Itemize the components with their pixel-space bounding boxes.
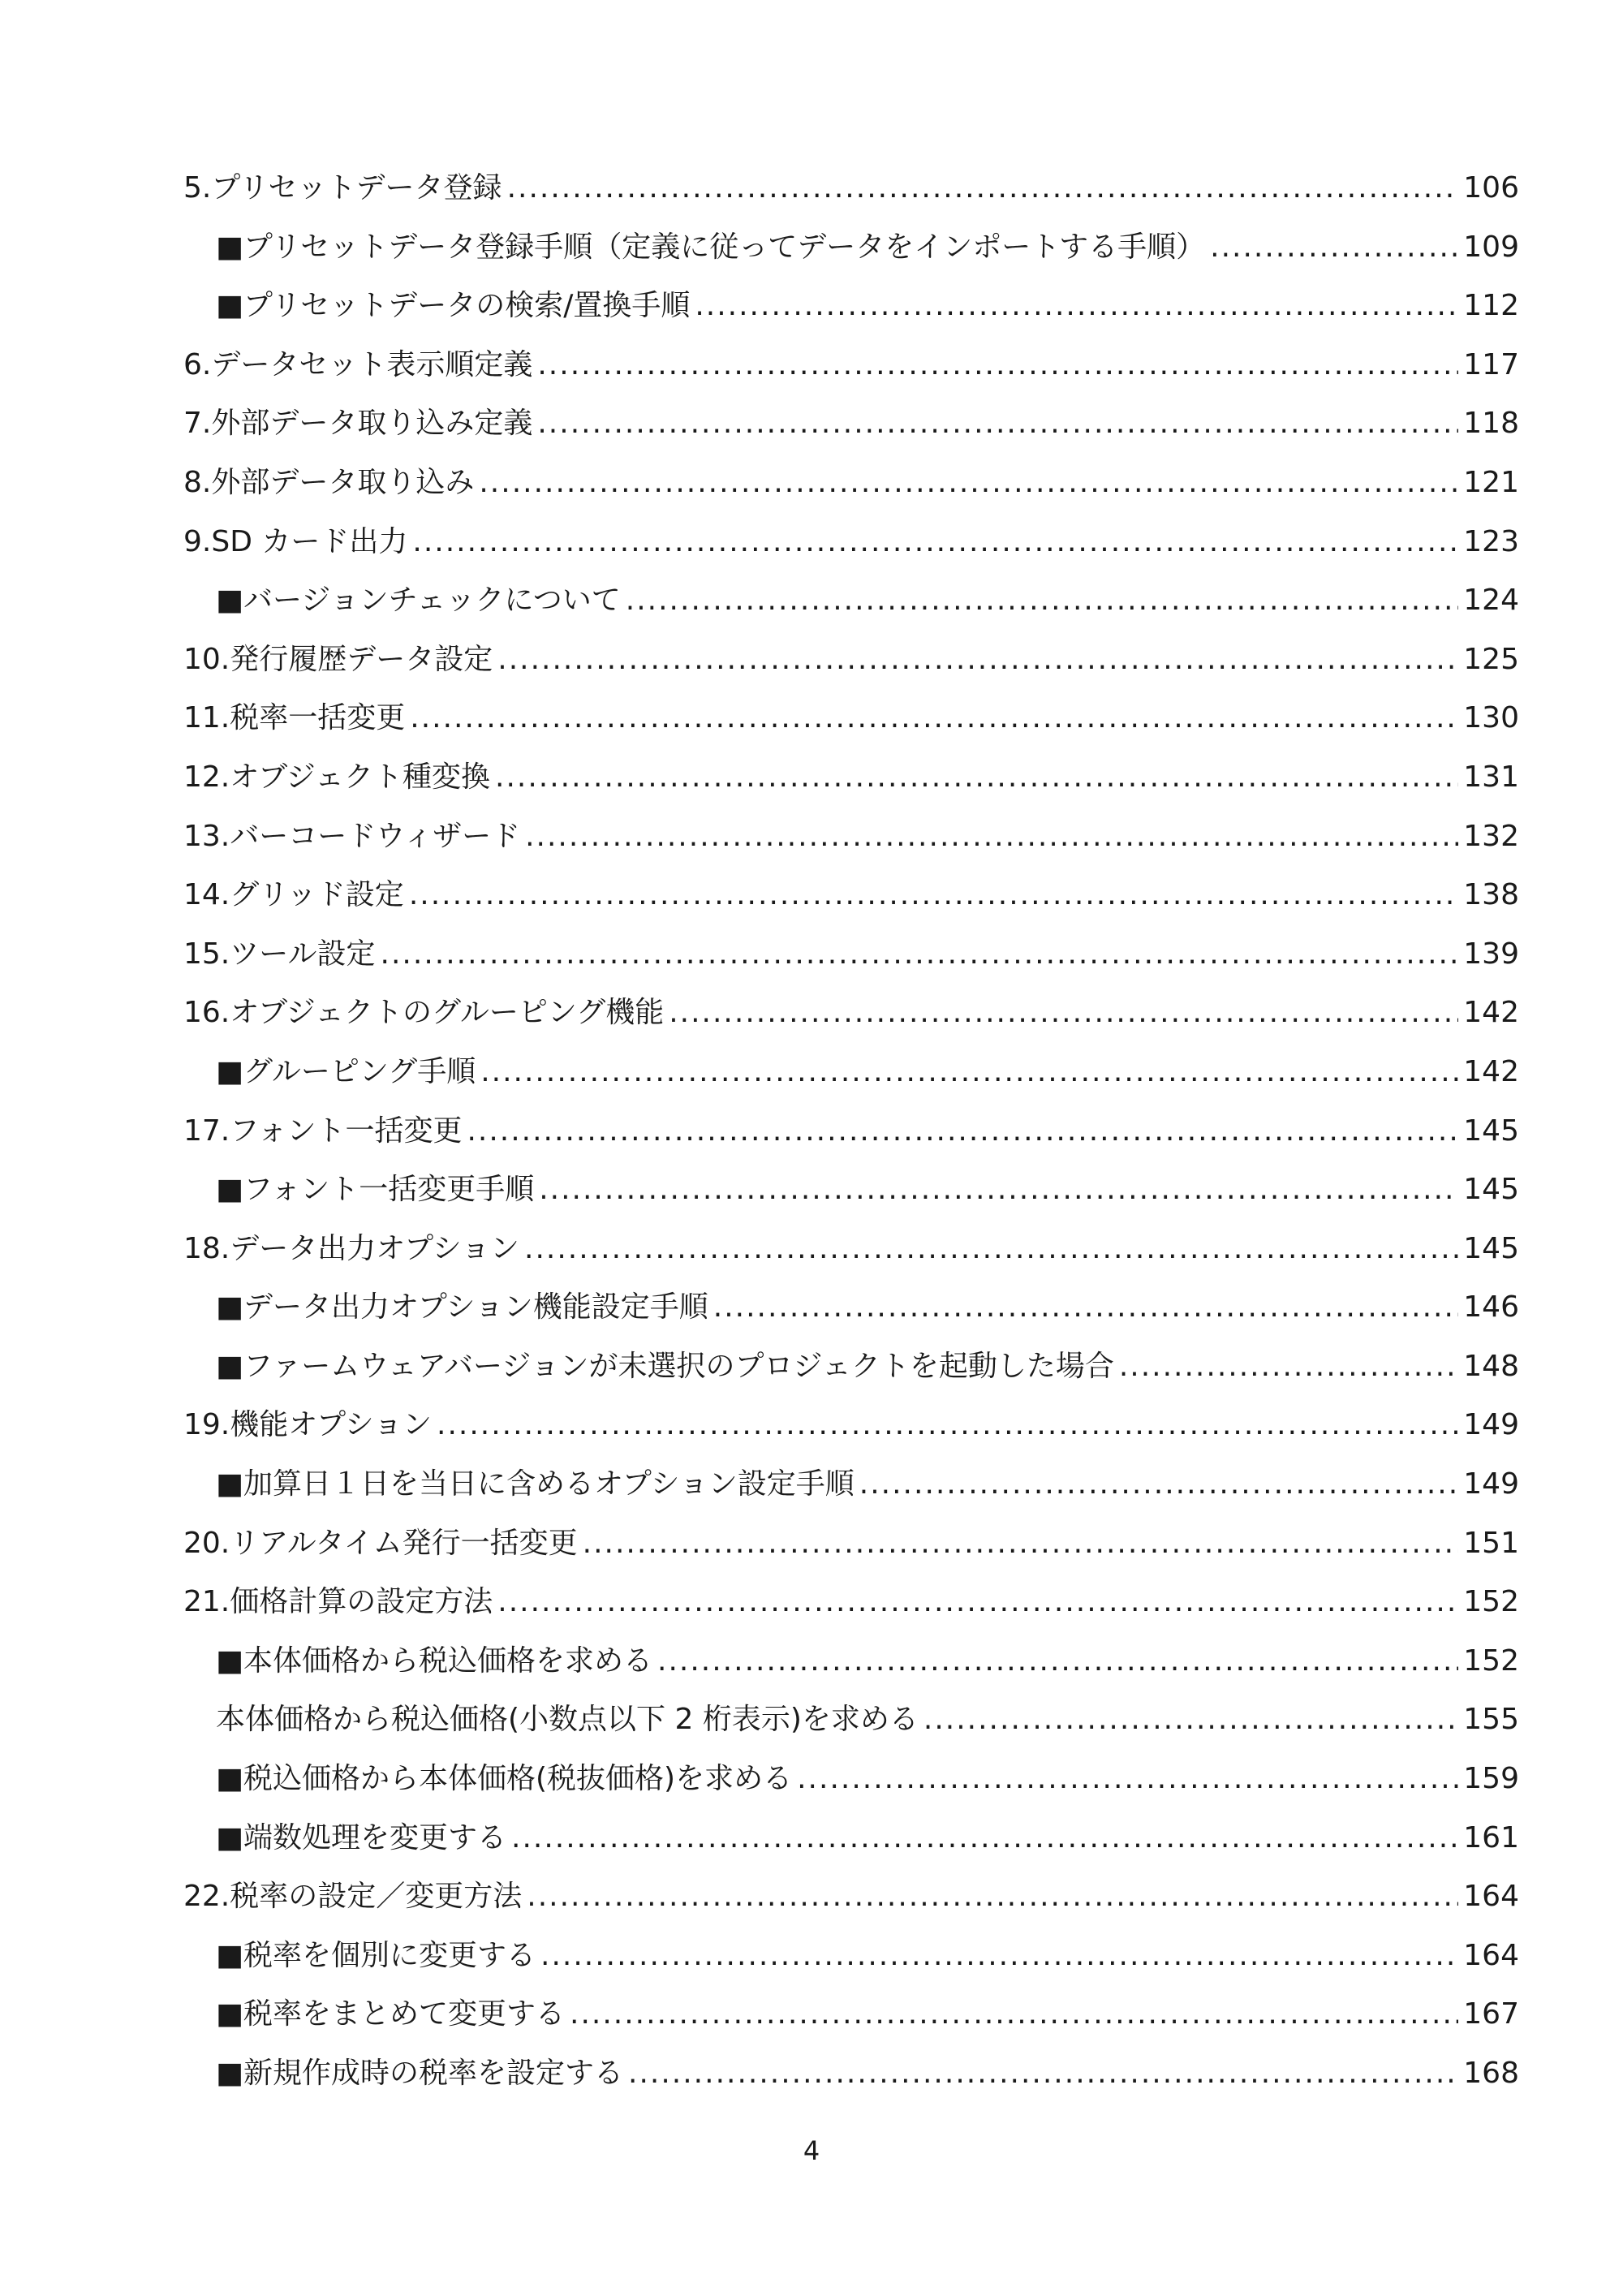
toc-entry-page: 130 (1463, 701, 1519, 735)
toc-entry[interactable] (183, 1043, 1519, 1102)
toc-dot-leader (410, 689, 1458, 748)
toc-entry-page: 124 (1463, 584, 1519, 618)
toc-entry-page: 146 (1463, 1290, 1519, 1325)
toc-entry-page: 112 (1463, 289, 1519, 323)
toc-entry[interactable] (183, 631, 1519, 690)
toc-entry-page: 164 (1463, 1880, 1519, 1914)
toc-dot-leader (537, 336, 1458, 395)
toc-entry-page: 145 (1463, 1114, 1519, 1148)
toc-entry[interactable] (183, 925, 1519, 984)
toc-entry-title: 20.リアルタイム発行一括変更 (183, 1526, 578, 1560)
toc-dot-leader (669, 984, 1458, 1043)
toc-entry-title: 14.グリッド設定 (183, 878, 404, 912)
toc-entry[interactable] (183, 2044, 1519, 2104)
toc-entry-title: ■端数処理を変更する (216, 1820, 507, 1854)
toc-entry[interactable] (183, 159, 1519, 218)
toc-dot-leader (497, 631, 1458, 690)
toc-entry-page: 151 (1463, 1526, 1519, 1560)
toc-entry[interactable] (183, 1750, 1519, 1809)
toc-dot-leader (412, 513, 1458, 572)
toc-entry-page: 121 (1463, 465, 1519, 499)
toc-entry-title: ■本体価格から税込価格を求める (216, 1643, 653, 1678)
toc-entry-title: 12.オブジェクト種変換 (183, 760, 491, 794)
toc-entry-title: 16.オブジェクトのグルーピング機能 (183, 996, 665, 1030)
toc-dot-leader (923, 1691, 1458, 1750)
toc-entry[interactable] (183, 1809, 1519, 1868)
toc-entry[interactable] (183, 1927, 1519, 1986)
toc-entry-page: 148 (1463, 1349, 1519, 1383)
toc-dot-leader (437, 1396, 1458, 1455)
toc-entry-page: 149 (1463, 1408, 1519, 1442)
toc-entry[interactable] (183, 1985, 1519, 2044)
page-number: 4 (803, 2135, 820, 2166)
toc-entry[interactable] (183, 1102, 1519, 1161)
toc-entry[interactable] (183, 1396, 1519, 1455)
toc-entry-title: ■データ出力オプション機能設定手順 (216, 1290, 708, 1325)
toc-entry-page: 132 (1463, 819, 1519, 853)
toc-entry-page: 138 (1463, 878, 1519, 912)
toc-dot-leader (524, 1220, 1458, 1279)
toc-dot-leader (859, 1455, 1459, 1514)
toc-entry-title: 6.データセット表示順定義 (183, 347, 533, 381)
toc-dot-leader (628, 2044, 1458, 2104)
toc-entry[interactable] (183, 984, 1519, 1043)
table-of-contents (183, 159, 1519, 2104)
toc-entry-title: ■税込価格から本体価格(税抜価格)を求める (216, 1762, 793, 1796)
toc-dot-leader (626, 571, 1459, 631)
toc-dot-leader (507, 159, 1459, 218)
toc-dot-leader (381, 925, 1459, 984)
toc-dot-leader (797, 1750, 1458, 1809)
toc-dot-leader (583, 1514, 1459, 1574)
toc-entry[interactable] (183, 1632, 1519, 1691)
toc-entry[interactable] (183, 1867, 1519, 1927)
toc-entry-page: 145 (1463, 1173, 1519, 1207)
toc-entry-page: 167 (1463, 1997, 1519, 2031)
toc-dot-leader (540, 1927, 1458, 1986)
toc-entry-page: 117 (1463, 347, 1519, 381)
toc-entry[interactable] (183, 866, 1519, 925)
toc-entry-page: 161 (1463, 1820, 1519, 1854)
toc-dot-leader (1210, 218, 1458, 278)
toc-entry[interactable] (183, 689, 1519, 748)
toc-entry-title: 7.外部データ取り込み定義 (183, 407, 533, 441)
toc-entry-title: 19.機能オプション (183, 1408, 433, 1442)
toc-entry-title: ■ファームウェアバージョンが未選択のプロジェクトを起動した場合 (216, 1349, 1114, 1383)
toc-entry-title: 10.発行履歴データ設定 (183, 642, 493, 676)
toc-entry-title: ■プリセットデータの検索/置換手順 (216, 289, 691, 323)
toc-entry-page: 152 (1463, 1643, 1519, 1678)
toc-dot-leader (570, 1985, 1458, 2044)
toc-entry[interactable] (183, 1455, 1519, 1514)
toc-entry-title: 15.ツール設定 (183, 937, 376, 971)
toc-entry[interactable] (183, 1514, 1519, 1574)
toc-entry-title: ■新規作成時の税率を設定する (216, 2057, 624, 2090)
toc-entry-title: 18.データ出力オプション (183, 1231, 520, 1265)
toc-dot-leader (537, 394, 1458, 454)
toc-entry[interactable] (183, 513, 1519, 572)
toc-entry[interactable] (183, 394, 1519, 454)
toc-dot-leader (511, 1809, 1458, 1868)
toc-entry[interactable] (183, 1691, 1519, 1750)
toc-entry-title: 11.税率一括変更 (183, 701, 406, 735)
toc-entry-title: ■プリセットデータ登録手順（定義に従ってデータをインポートする手順） (216, 230, 1206, 264)
toc-dot-leader (495, 748, 1458, 808)
toc-entry-title: ■税率をまとめて変更する (216, 1997, 566, 2031)
toc-entry-title: ■グルーピング手順 (216, 1054, 476, 1088)
toc-dot-leader (480, 1043, 1458, 1102)
toc-dot-leader (657, 1632, 1458, 1691)
toc-entry-page: 131 (1463, 760, 1519, 794)
toc-entry-page: 155 (1463, 1703, 1519, 1737)
toc-entry-page: 164 (1463, 1938, 1519, 1972)
toc-entry[interactable] (183, 218, 1519, 278)
toc-entry[interactable] (183, 808, 1519, 867)
toc-entry[interactable] (183, 336, 1519, 395)
toc-entry-title: 17.フォント一括変更 (183, 1114, 463, 1148)
toc-entry-page: 142 (1463, 996, 1519, 1030)
toc-entry-page: 139 (1463, 937, 1519, 971)
toc-entry-title: 本体価格から税込価格(小数点以下 2 桁表示)を求める (216, 1703, 919, 1737)
toc-entry-page: 125 (1463, 642, 1519, 676)
toc-entry-page: 168 (1463, 2057, 1519, 2090)
toc-entry-title: 5.プリセットデータ登録 (183, 171, 502, 205)
toc-entry[interactable] (183, 1573, 1519, 1632)
toc-entry-title: ■バージョンチェックについて (216, 584, 621, 618)
toc-entry[interactable] (183, 571, 1519, 631)
toc-entry-title: 8.外部データ取り込み (183, 465, 475, 499)
toc-entry-page: 142 (1463, 1054, 1519, 1088)
toc-entry-page: 123 (1463, 524, 1519, 558)
toc-dot-leader (497, 1573, 1458, 1632)
toc-dot-leader (527, 1867, 1458, 1927)
toc-entry-title: ■税率を個別に変更する (216, 1938, 536, 1972)
toc-entry-page: 159 (1463, 1762, 1519, 1796)
toc-entry[interactable] (183, 277, 1519, 336)
toc-dot-leader (479, 454, 1458, 513)
toc-entry-title: 9.SD カード出力 (183, 524, 408, 558)
toc-entry-page: 149 (1463, 1467, 1519, 1501)
toc-entry-title: 21.価格計算の設定方法 (183, 1585, 493, 1619)
toc-entry[interactable] (183, 1161, 1519, 1220)
toc-dot-leader (467, 1102, 1458, 1161)
toc-entry[interactable] (183, 1278, 1519, 1338)
toc-entry-page: 118 (1463, 407, 1519, 441)
toc-dot-leader (713, 1278, 1459, 1338)
toc-entry[interactable] (183, 748, 1519, 808)
toc-entry[interactable] (183, 454, 1519, 513)
toc-dot-leader (695, 277, 1458, 336)
toc-entry-page: 106 (1463, 171, 1519, 205)
toc-dot-leader (539, 1161, 1458, 1220)
toc-entry-page: 109 (1463, 230, 1519, 264)
toc-dot-leader (525, 808, 1458, 867)
toc-entry-title: 22.税率の設定／変更方法 (183, 1880, 523, 1914)
toc-entry-page: 145 (1463, 1231, 1519, 1265)
toc-entry-title: ■加算日１日を当日に含めるオプション設定手順 (216, 1467, 855, 1501)
toc-entry[interactable] (183, 1220, 1519, 1279)
toc-entry[interactable] (183, 1338, 1519, 1397)
toc-entry-title: 13.バーコードウィザード (183, 819, 521, 853)
toc-dot-leader (409, 866, 1458, 925)
toc-entry-page: 152 (1463, 1585, 1519, 1619)
toc-dot-leader (1119, 1338, 1458, 1397)
toc-entry-title: ■フォント一括変更手順 (216, 1173, 535, 1207)
